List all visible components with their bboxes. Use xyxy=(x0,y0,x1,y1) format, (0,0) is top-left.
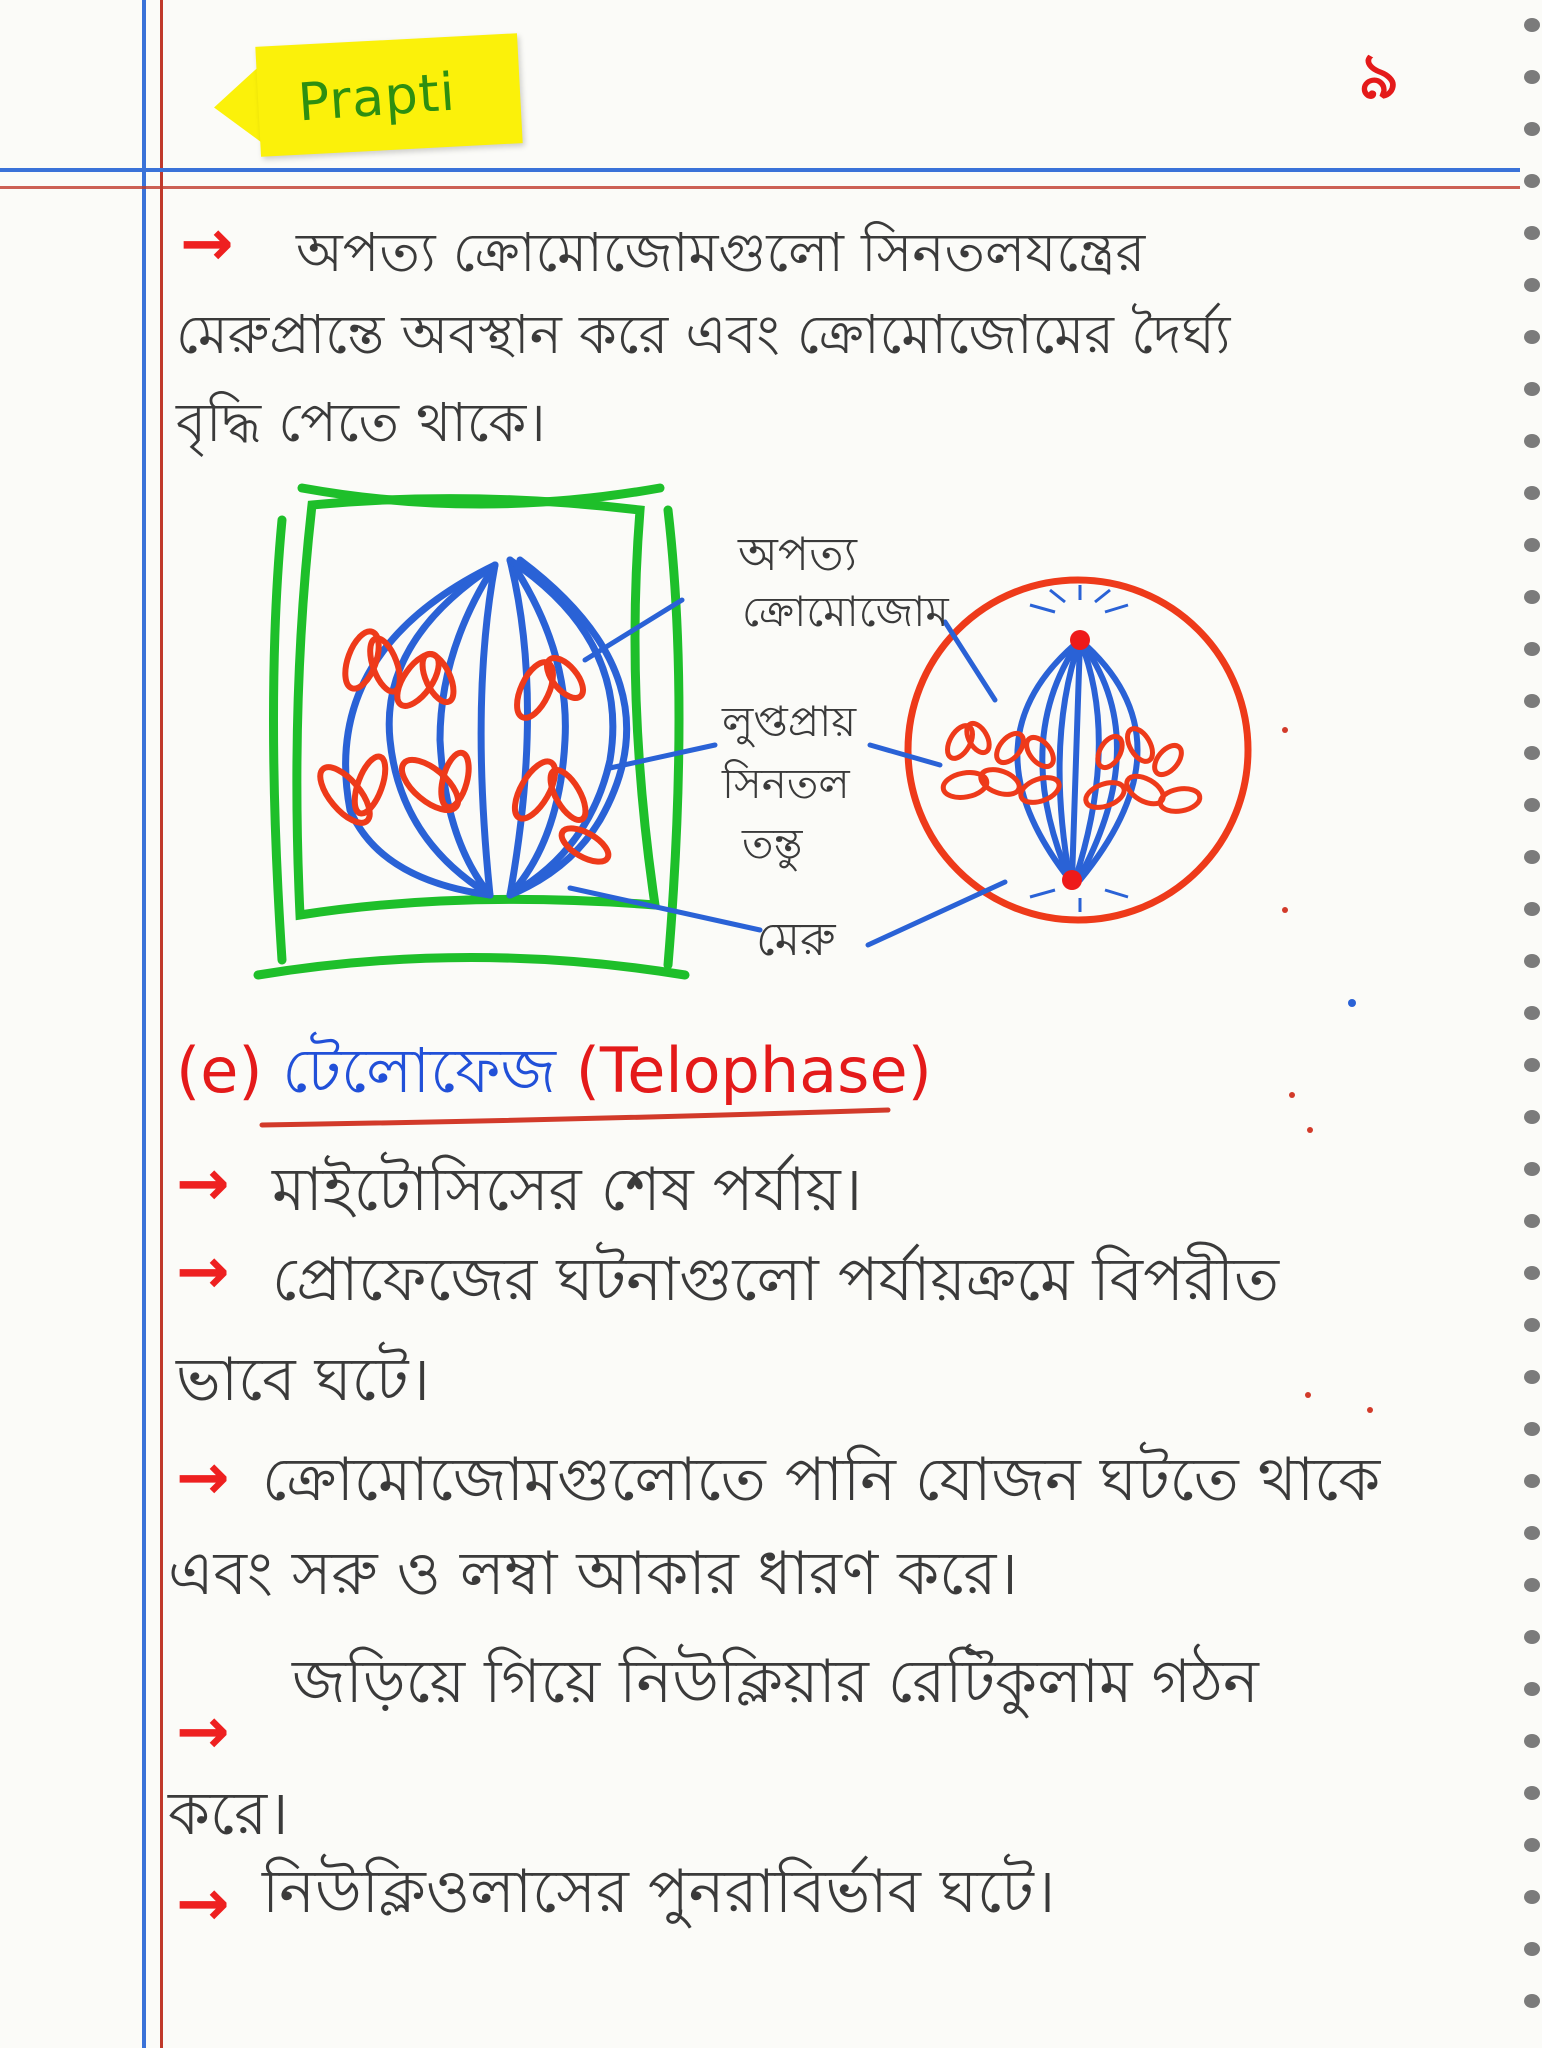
point-5-line1: নিউক্লিওলাসের পুনরাবির্ভাব ঘটে। xyxy=(262,1857,1056,1927)
spiral-hole xyxy=(1524,694,1540,708)
margin-line-blue xyxy=(142,0,146,2048)
header-line-red xyxy=(0,186,1520,189)
spiral-hole xyxy=(1524,954,1540,968)
point-1-arrow: → xyxy=(176,1147,230,1221)
spiral-hole xyxy=(1524,1630,1540,1644)
spiral-hole xyxy=(1524,1422,1540,1436)
spiral-hole xyxy=(1524,1162,1540,1176)
point-4-line1: জড়িয়ে গিয়ে নিউক্লিয়ার রেটিকুলাম গঠন xyxy=(292,1647,1259,1717)
label-spindle-3: তন্তু xyxy=(742,819,803,868)
spiral-hole xyxy=(1524,798,1540,812)
page-number: ৯ xyxy=(1358,40,1400,114)
spiral-hole xyxy=(1524,1318,1540,1332)
section-heading xyxy=(176,1034,932,1107)
label-pole: মেরু xyxy=(756,912,836,966)
spiral-hole xyxy=(1524,590,1540,604)
point-5-arrow: → xyxy=(176,1867,230,1941)
point-2-line2: ভাবে ঘটে। xyxy=(176,1345,431,1415)
point-3-arrow: → xyxy=(176,1441,230,1515)
spiral-hole xyxy=(1524,226,1540,240)
spiral-hole xyxy=(1524,1890,1540,1904)
animal-chromosomes xyxy=(941,720,1201,815)
label-spindle-1: লুপ্তপ্রায় xyxy=(722,697,857,746)
point-1-line1: মাইটোসিসের শেষ পর্যায়। xyxy=(272,1155,863,1225)
spiral-hole xyxy=(1524,1110,1540,1124)
spiral-hole xyxy=(1524,1994,1540,2008)
spiral-hole xyxy=(1524,330,1540,344)
stray-dots xyxy=(1282,727,1373,1413)
section-number: (e) xyxy=(176,1034,263,1107)
spiral-hole xyxy=(1524,382,1540,396)
spiral-hole xyxy=(1524,70,1540,84)
spiral-hole xyxy=(1524,1786,1540,1800)
spiral-hole xyxy=(1524,18,1540,32)
plant-spindle-fibres xyxy=(346,560,627,895)
spiral-hole xyxy=(1524,1058,1540,1072)
animal-cell-membrane xyxy=(908,580,1248,920)
spiral-hole xyxy=(1524,538,1540,552)
spiral-hole xyxy=(1524,746,1540,760)
spiral-hole xyxy=(1524,902,1540,916)
header-line-blue xyxy=(0,168,1520,172)
point-2-arrow: → xyxy=(176,1235,230,1309)
spiral-hole xyxy=(1524,1526,1540,1540)
plant-cell-wall xyxy=(258,488,685,975)
spiral-hole xyxy=(1524,1682,1540,1696)
margin-line-red xyxy=(160,0,163,2048)
section-title-en: (Telophase) xyxy=(575,1034,932,1107)
spiral-hole xyxy=(1524,174,1540,188)
centriole-top xyxy=(1070,630,1090,650)
section-title-bn: টেলোফেজ xyxy=(282,1034,556,1107)
spiral-hole xyxy=(1524,1578,1540,1592)
point-2-line1: প্রোফেজের ঘটনাগুলো পর্যায়ক্রমে বিপরীত xyxy=(272,1245,1279,1315)
sticky-note-text: Prapti xyxy=(296,62,458,134)
spiral-hole xyxy=(1524,434,1540,448)
point-3-line2: এবং সরু ও লম্বা আকার ধারণ করে। xyxy=(168,1539,1018,1609)
spiral-hole xyxy=(1524,278,1540,292)
spiral-hole xyxy=(1524,1838,1540,1852)
aster-rays xyxy=(1030,585,1128,912)
point-4-line2: করে। xyxy=(168,1779,289,1849)
label-spindle-2: সিনতল xyxy=(722,759,850,808)
spiral-hole xyxy=(1524,486,1540,500)
paragraph1-line1: অপত্য ক্রোমোজোমগুলো সিনতলযন্ত্রের xyxy=(296,221,1146,284)
label-daughter-chromosome-1: অপত্য xyxy=(738,527,857,581)
spiral-hole xyxy=(1524,122,1540,136)
paragraph1-line2: মেরুপ্রান্তে অবস্থান করে এবং ক্রোমোজোমের দৈর্ঘ্য xyxy=(176,303,1231,366)
bullet-arrow: → xyxy=(180,207,234,281)
spiral-hole xyxy=(1524,1266,1540,1280)
spiral-hole xyxy=(1524,1474,1540,1488)
spiral-hole xyxy=(1524,850,1540,864)
spiral-hole xyxy=(1524,1370,1540,1384)
point-4-arrow: → xyxy=(176,1695,230,1769)
paragraph1-line3: বৃদ্ধি পেতে থাকে। xyxy=(176,391,546,454)
animal-spindle-fibres xyxy=(1017,640,1137,880)
spiral-hole xyxy=(1524,1942,1540,1956)
label-daughter-chromosome-2: ক্রোমোজোম xyxy=(742,587,949,636)
centriole-bottom xyxy=(1062,870,1082,890)
spiral-hole xyxy=(1524,1006,1540,1020)
spiral-hole xyxy=(1524,642,1540,656)
point-3-line1: ক্রোমোজোমগুলোতে পানি যোজন ঘটতে থাকে xyxy=(262,1445,1381,1515)
plant-chromosomes xyxy=(312,627,614,868)
spiral-hole xyxy=(1524,1734,1540,1748)
heading-underline xyxy=(262,1110,888,1125)
spiral-hole xyxy=(1524,1214,1540,1228)
